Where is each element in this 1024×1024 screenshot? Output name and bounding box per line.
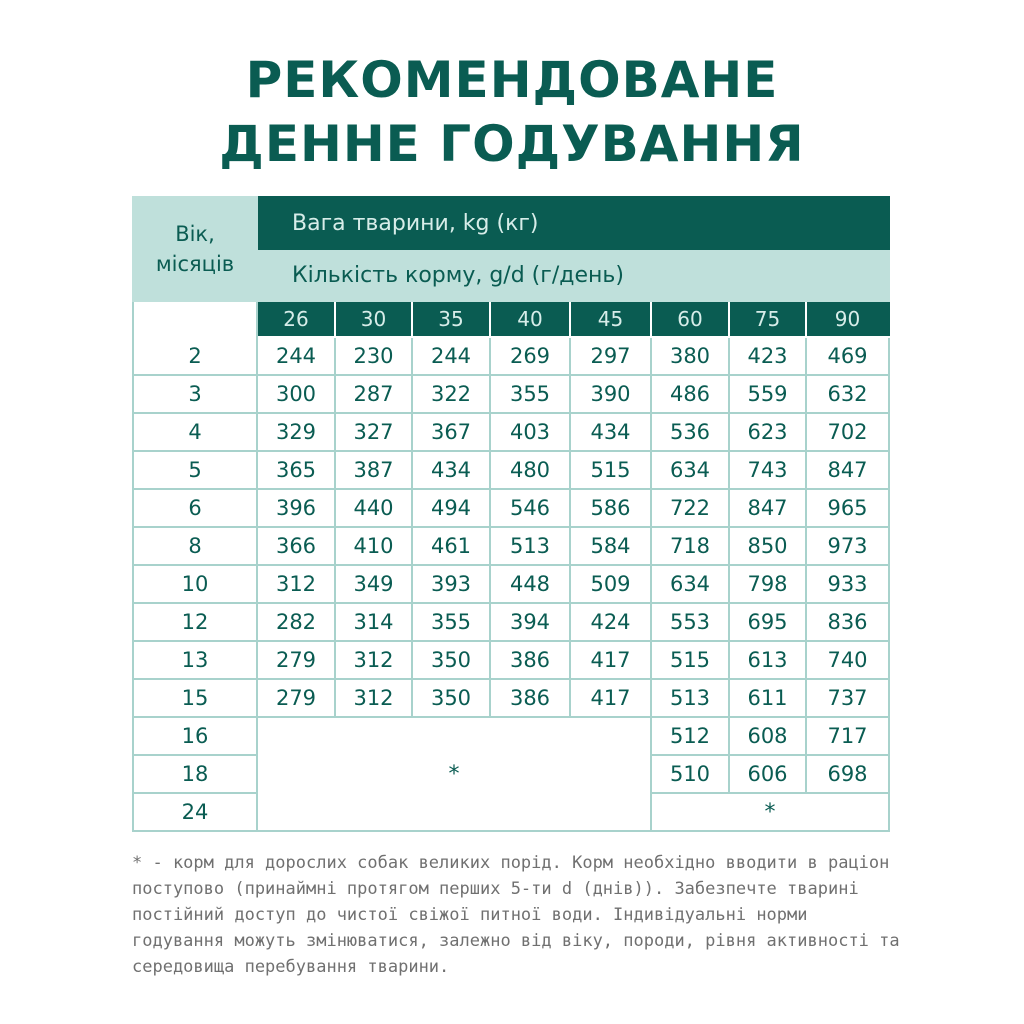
value-cell: 403 [490, 413, 570, 451]
table-row [133, 337, 889, 375]
value-cell: 743 [729, 451, 806, 489]
feeding-table [132, 196, 890, 832]
value-cell: 698 [806, 755, 889, 793]
table-row [133, 489, 889, 527]
weight-cell: 26 [257, 301, 335, 337]
adult-food-marker: * [257, 717, 651, 831]
age-cell: 24 [133, 793, 257, 831]
weight-header: Вага тварини, kg (кг) [257, 197, 889, 249]
weight-cell: 35 [412, 301, 490, 337]
value-cell: 515 [651, 641, 729, 679]
value-cell: 737 [806, 679, 889, 717]
weight-cell: 40 [490, 301, 570, 337]
weight-cell: 90 [806, 301, 889, 337]
value-cell: 279 [257, 641, 335, 679]
value-cell: 461 [412, 527, 490, 565]
value-cell: 350 [412, 641, 490, 679]
value-cell: 312 [335, 679, 412, 717]
adult-food-marker: * [651, 793, 889, 831]
value-cell: 244 [412, 337, 490, 375]
value-cell: 424 [570, 603, 651, 641]
value-cell: 367 [412, 413, 490, 451]
corner-cell [133, 301, 257, 337]
value-cell: 410 [335, 527, 412, 565]
value-cell: 230 [335, 337, 412, 375]
value-cell: 480 [490, 451, 570, 489]
age-cell: 4 [133, 413, 257, 451]
value-cell: 440 [335, 489, 412, 527]
weight-row [133, 301, 889, 337]
table-body [133, 337, 889, 831]
value-cell: 297 [570, 337, 651, 375]
weight-cell: 45 [570, 301, 651, 337]
value-cell: 512 [651, 717, 729, 755]
value-cell: 300 [257, 375, 335, 413]
value-cell: 396 [257, 489, 335, 527]
weight-cell: 75 [729, 301, 806, 337]
value-cell: 973 [806, 527, 889, 565]
page-title [0, 48, 1024, 176]
value-cell: 417 [570, 641, 651, 679]
value-cell: 513 [490, 527, 570, 565]
value-cell: 244 [257, 337, 335, 375]
age-column-header [133, 197, 257, 301]
value-cell: 553 [651, 603, 729, 641]
value-cell: 386 [490, 641, 570, 679]
value-cell: 798 [729, 565, 806, 603]
value-cell: 355 [412, 603, 490, 641]
value-cell: 350 [412, 679, 490, 717]
value-cell: 513 [651, 679, 729, 717]
age-cell: 18 [133, 755, 257, 793]
value-cell: 494 [412, 489, 490, 527]
table-row [133, 679, 889, 717]
value-cell: 365 [257, 451, 335, 489]
value-cell: 279 [257, 679, 335, 717]
value-cell: 312 [257, 565, 335, 603]
footnote: * - корм для дорослих собак великих порід. Корм необхідно вводити в раціон поступово (принаймні протягом перших 5-ти d (днів)). Забезпечте тварині постійний доступ до чистої свіжої питної води. Індивідуальні норми годування можуть змінюватися, залежно від віку, породи, рівня активності та середовища перебування тварини. [132, 853, 900, 977]
age-header-line-2: місяців [155, 252, 235, 276]
value-cell: 965 [806, 489, 889, 527]
title-line-1: РЕКОМЕНДОВАНЕ [245, 51, 779, 109]
age-cell: 3 [133, 375, 257, 413]
value-cell: 515 [570, 451, 651, 489]
value-cell: 349 [335, 565, 412, 603]
value-cell: 586 [570, 489, 651, 527]
value-cell: 847 [806, 451, 889, 489]
value-cell: 469 [806, 337, 889, 375]
value-cell: 632 [806, 375, 889, 413]
age-cell: 10 [133, 565, 257, 603]
age-header-line-1: Вік, [175, 222, 215, 246]
title-line-2: ДЕННЕ ГОДУВАННЯ [219, 115, 805, 173]
value-cell: 329 [257, 413, 335, 451]
table-row [133, 603, 889, 641]
value-cell: 933 [806, 565, 889, 603]
age-cell: 12 [133, 603, 257, 641]
value-cell: 312 [335, 641, 412, 679]
value-cell: 434 [412, 451, 490, 489]
age-cell: 5 [133, 451, 257, 489]
value-cell: 394 [490, 603, 570, 641]
value-cell: 386 [490, 679, 570, 717]
value-cell: 559 [729, 375, 806, 413]
value-cell: 282 [257, 603, 335, 641]
weight-cell: 60 [651, 301, 729, 337]
value-cell: 836 [806, 603, 889, 641]
value-cell: 366 [257, 527, 335, 565]
value-cell: 393 [412, 565, 490, 603]
value-cell: 546 [490, 489, 570, 527]
age-cell: 13 [133, 641, 257, 679]
weight-cell: 30 [335, 301, 412, 337]
table-row [133, 565, 889, 603]
value-cell: 850 [729, 527, 806, 565]
age-cell: 2 [133, 337, 257, 375]
value-cell: 634 [651, 565, 729, 603]
value-cell: 606 [729, 755, 806, 793]
age-cell: 16 [133, 717, 257, 755]
value-cell: 322 [412, 375, 490, 413]
value-cell: 434 [570, 413, 651, 451]
value-cell: 509 [570, 565, 651, 603]
age-cell: 15 [133, 679, 257, 717]
value-cell: 486 [651, 375, 729, 413]
table-row [133, 413, 889, 451]
value-cell: 717 [806, 717, 889, 755]
table-row [133, 717, 889, 755]
value-cell: 314 [335, 603, 412, 641]
value-cell: 355 [490, 375, 570, 413]
value-cell: 287 [335, 375, 412, 413]
value-cell: 387 [335, 451, 412, 489]
value-cell: 847 [729, 489, 806, 527]
value-cell: 634 [651, 451, 729, 489]
age-cell: 8 [133, 527, 257, 565]
table-row [133, 375, 889, 413]
amount-header: Кількість корму, g/d (г/день) [257, 249, 889, 301]
value-cell: 536 [651, 413, 729, 451]
value-cell: 611 [729, 679, 806, 717]
table-row [133, 451, 889, 489]
age-cell: 6 [133, 489, 257, 527]
value-cell: 380 [651, 337, 729, 375]
value-cell: 608 [729, 717, 806, 755]
table-row [133, 527, 889, 565]
value-cell: 695 [729, 603, 806, 641]
value-cell: 740 [806, 641, 889, 679]
value-cell: 722 [651, 489, 729, 527]
value-cell: 613 [729, 641, 806, 679]
value-cell: 327 [335, 413, 412, 451]
value-cell: 623 [729, 413, 806, 451]
value-cell: 510 [651, 755, 729, 793]
value-cell: 423 [729, 337, 806, 375]
table-row [133, 641, 889, 679]
value-cell: 417 [570, 679, 651, 717]
value-cell: 390 [570, 375, 651, 413]
value-cell: 718 [651, 527, 729, 565]
value-cell: 448 [490, 565, 570, 603]
value-cell: 702 [806, 413, 889, 451]
value-cell: 269 [490, 337, 570, 375]
value-cell: 584 [570, 527, 651, 565]
